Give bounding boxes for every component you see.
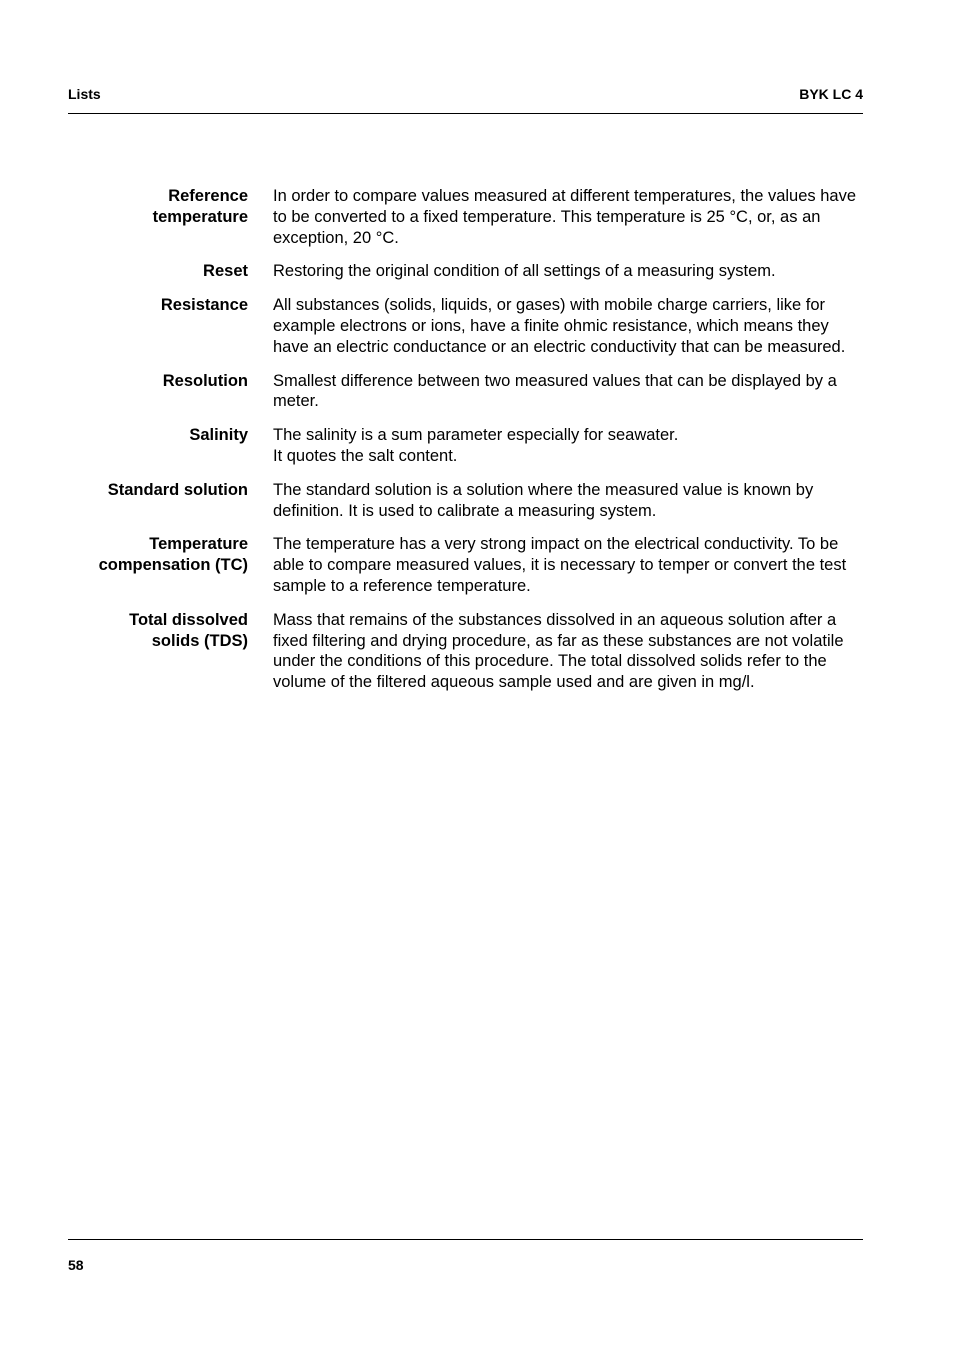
glossary-definition: In order to compare values measured at different temperatures, the values have to be converted to a fixed temperature. This temperature is 25 °C, or, as an exception, 20 °C. [273, 187, 857, 247]
glossary-term: Reference temperature [152, 187, 248, 226]
glossary-entry-resolution [68, 371, 868, 413]
footer-divider [68, 1239, 863, 1240]
glossary-entry-standard-solution [68, 480, 868, 522]
glossary-term: Temperature compensation (TC) [98, 535, 248, 575]
glossary-definition: Restoring the original condition of all settings of a measuring system. [273, 262, 776, 281]
glossary-entry-resistance [68, 295, 868, 357]
product-name: BYK LC 4 [799, 86, 863, 102]
glossary-entry-salinity [68, 425, 868, 467]
glossary-definition: The standard solution is a solution where the measured value is known by definition. It is used to calibrate a measuring system. [273, 480, 814, 520]
header-divider [68, 113, 863, 114]
glossary-term: Standard solution [107, 480, 248, 499]
glossary-term: Resistance [160, 296, 248, 315]
page-header [68, 86, 863, 106]
glossary-definition: The temperature has a very strong impact on the electrical conductivity. To be able to compare measured values, it is necessary to temper or convert the test sample to a reference temperature. [273, 535, 847, 595]
glossary-entry-total-dissolved-solids [68, 610, 868, 693]
glossary-term: Total dissolved solids (TDS) [129, 610, 248, 650]
page-number: 58 [68, 1257, 84, 1273]
glossary-entry-temperature-compensation [68, 534, 868, 596]
glossary-definition: Mass that remains of the substances dissolved in an aqueous solution after a fixed filtering and drying procedure, as far as these substances are not volatile under the conditions of this procedure. The total dissolved solids refer to the volume of the filtered aqueous sample used and are given in mg/l. [273, 610, 844, 692]
glossary-entry-reset [68, 261, 868, 282]
glossary-term: Salinity [189, 426, 248, 445]
glossary-term: Resolution [162, 371, 248, 390]
glossary-definition: The salinity is a sum parameter especially for seawater. It quotes the salt content. [273, 426, 679, 465]
glossary-definition: All substances (solids, liquids, or gases) with mobile charge carriers, like for example electrons or ions, have a finite ohmic resistance, which means they have an electric conductance or an electric conductivity that can be measured. [273, 296, 846, 356]
section-title: Lists [68, 86, 101, 102]
glossary-term: Reset [203, 262, 248, 281]
glossary-definition: Smallest difference between two measured values that can be displayed by a meter. [273, 371, 837, 411]
glossary-list [68, 186, 868, 706]
glossary-entry-reference-temperature [68, 186, 868, 248]
